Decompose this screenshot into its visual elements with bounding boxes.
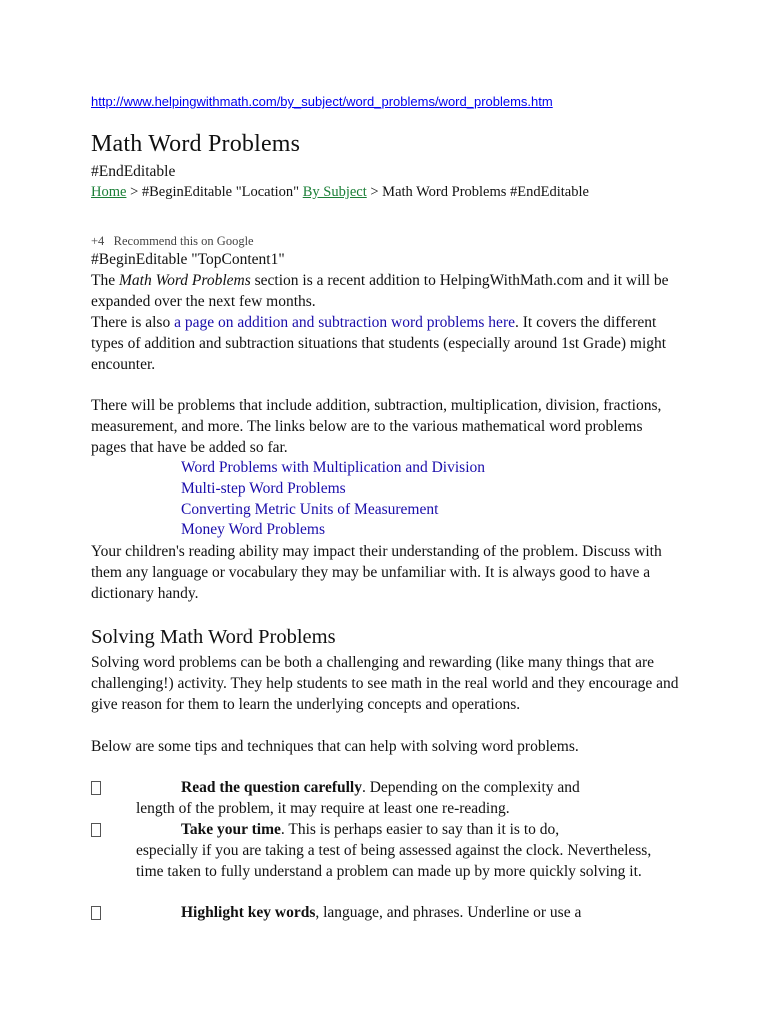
also-rest: . It covers the different types of addition and subtraction situations that students (especially around 1st Grade) might encounter. <box>91 314 667 373</box>
reading-paragraph: Your children's reading ability may impact their understanding of the problem. Discuss with them any language or vocabulary they may be unfamiliar with. It is always good to have a dictionary handy. <box>91 543 662 602</box>
tip-item <box>91 778 691 820</box>
breadcrumb-home-link[interactable]: Home <box>91 184 127 200</box>
tip-text <box>181 820 691 841</box>
intro-the: The <box>91 272 119 289</box>
bullet-icon <box>91 823 101 837</box>
end-editable-text: #EndEditable <box>91 163 176 180</box>
also-prefix: There is also <box>91 314 175 331</box>
intro-rest: section is a recent addition to HelpingWithMath.com and it will be expanded over the next few months. <box>91 272 669 310</box>
breadcrumb-rest: > Math Word Problems #EndEditable <box>366 184 589 200</box>
tip-text <box>181 903 691 924</box>
link-money-word-problems[interactable]: Money Word Problems <box>181 521 325 539</box>
breadcrumb <box>91 183 691 201</box>
breadcrumb-sep: > #BeginEditable "Location" <box>126 184 303 200</box>
tip-item <box>91 820 691 882</box>
bullet-icon <box>91 781 101 795</box>
solving-paragraph: Solving word problems can be both a challenging and rewarding (like many things that are challenging!) activity. They help students to see math in the real world and they encourage and give reason for them to learn the underlying concepts and operations. <box>91 654 679 713</box>
tip-rest: , language, and phrases. Underline or use a <box>315 904 582 921</box>
breadcrumb-by-subject-link[interactable]: By Subject <box>302 184 367 200</box>
intro-paragraph <box>91 271 676 313</box>
section-title-solving: Solving Math Word Problems <box>91 626 336 648</box>
link-metric-units[interactable]: Converting Metric Units of Measurement <box>181 500 439 518</box>
tip-bold: Read the question carefully <box>181 779 362 796</box>
problems-paragraph: There will be problems that include addition, subtraction, multiplication, division, fractions, measurement, and more. The links below are to the various mathematical word problems pages that have be added so far. <box>91 397 662 456</box>
tip-bold: Highlight key words <box>181 904 316 921</box>
intro-section-name: Math Word Problems <box>118 272 251 289</box>
begin-editable-top: #BeginEditable "TopContent1" <box>91 251 285 268</box>
source-url-link[interactable]: http://www.helpingwithmath.com/by_subject/word_problems/word_problems.htm <box>91 94 553 109</box>
link-multiplication-division[interactable]: Word Problems with Multiplication and Division <box>181 459 485 476</box>
tip-continuation: length of the problem, it may require at least one re-reading. <box>136 799 510 817</box>
tips-intro-paragraph: Below are some tips and techniques that can help with solving word problems. <box>91 738 579 755</box>
tip-bold: Take your time <box>181 821 281 838</box>
recommend-google[interactable]: +4 Recommend this on Google <box>91 234 254 248</box>
addition-subtraction-link[interactable]: a page on addition and subtraction word problems here <box>174 314 515 331</box>
link-multi-step[interactable]: Multi-step Word Problems <box>181 479 346 497</box>
page-title: Math Word Problems <box>91 131 301 157</box>
tip-item <box>91 903 691 924</box>
also-paragraph <box>91 313 676 375</box>
tip-text <box>181 778 691 799</box>
bullet-icon <box>91 906 101 920</box>
tip-continuation: especially if you are taking a test of being assessed against the clock. Nevertheless, time taken to fully understand a problem can made up by more quickly solving it. <box>136 841 652 880</box>
tip-rest: . This is perhaps easier to say than it is to do, <box>280 821 560 838</box>
word-problem-links <box>181 458 485 541</box>
tip-rest: . Depending on the complexity and <box>361 779 580 796</box>
